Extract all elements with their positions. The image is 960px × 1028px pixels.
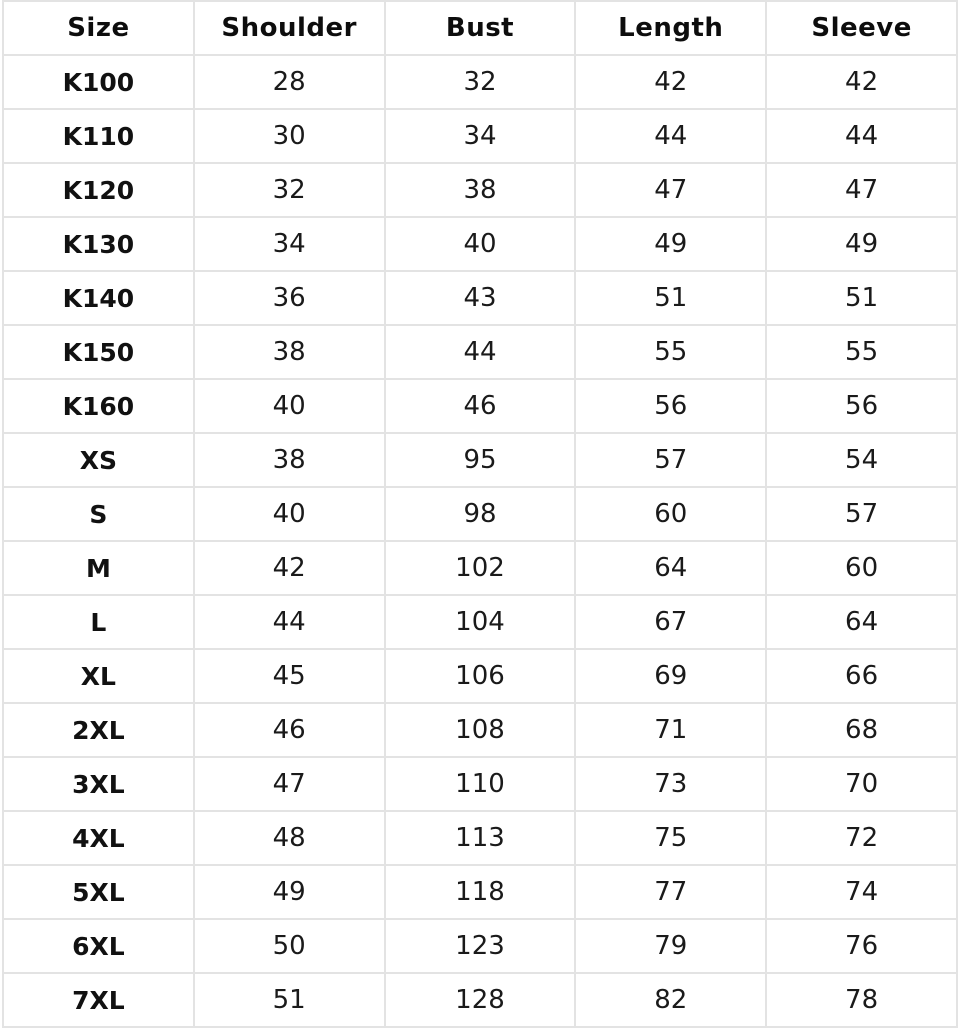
length-cell: 49 xyxy=(575,217,766,271)
header-row xyxy=(3,1,957,55)
size-cell: 4XL xyxy=(3,811,194,865)
table-row xyxy=(3,811,957,865)
length-cell: 56 xyxy=(575,379,766,433)
table-row xyxy=(3,865,957,919)
bust-cell: 95 xyxy=(385,433,576,487)
table-header xyxy=(3,1,957,55)
sleeve-cell: 68 xyxy=(766,703,957,757)
size-cell: K140 xyxy=(3,271,194,325)
column-header-length: Length xyxy=(575,1,766,55)
shoulder-cell: 34 xyxy=(194,217,385,271)
size-table xyxy=(2,0,958,1028)
table-row xyxy=(3,379,957,433)
sleeve-cell: 64 xyxy=(766,595,957,649)
table-row xyxy=(3,703,957,757)
bust-cell: 110 xyxy=(385,757,576,811)
bust-cell: 44 xyxy=(385,325,576,379)
sleeve-cell: 44 xyxy=(766,109,957,163)
shoulder-cell: 30 xyxy=(194,109,385,163)
bust-cell: 38 xyxy=(385,163,576,217)
sleeve-cell: 51 xyxy=(766,271,957,325)
bust-cell: 102 xyxy=(385,541,576,595)
bust-cell: 123 xyxy=(385,919,576,973)
shoulder-cell: 40 xyxy=(194,487,385,541)
length-cell: 47 xyxy=(575,163,766,217)
shoulder-cell: 44 xyxy=(194,595,385,649)
shoulder-cell: 46 xyxy=(194,703,385,757)
sleeve-cell: 60 xyxy=(766,541,957,595)
size-cell: K120 xyxy=(3,163,194,217)
table-row xyxy=(3,433,957,487)
column-header-shoulder: Shoulder xyxy=(194,1,385,55)
length-cell: 77 xyxy=(575,865,766,919)
length-cell: 82 xyxy=(575,973,766,1027)
shoulder-cell: 42 xyxy=(194,541,385,595)
sleeve-cell: 54 xyxy=(766,433,957,487)
bust-cell: 43 xyxy=(385,271,576,325)
table-row xyxy=(3,325,957,379)
length-cell: 71 xyxy=(575,703,766,757)
sleeve-cell: 55 xyxy=(766,325,957,379)
length-cell: 55 xyxy=(575,325,766,379)
size-cell: XS xyxy=(3,433,194,487)
bust-cell: 34 xyxy=(385,109,576,163)
sleeve-cell: 42 xyxy=(766,55,957,109)
length-cell: 73 xyxy=(575,757,766,811)
shoulder-cell: 32 xyxy=(194,163,385,217)
table-row xyxy=(3,757,957,811)
bust-cell: 98 xyxy=(385,487,576,541)
sleeve-cell: 76 xyxy=(766,919,957,973)
length-cell: 51 xyxy=(575,271,766,325)
length-cell: 44 xyxy=(575,109,766,163)
table-row xyxy=(3,109,957,163)
table-row xyxy=(3,595,957,649)
column-header-sleeve: Sleeve xyxy=(766,1,957,55)
bust-cell: 128 xyxy=(385,973,576,1027)
sleeve-cell: 49 xyxy=(766,217,957,271)
bust-cell: 46 xyxy=(385,379,576,433)
table-body xyxy=(3,55,957,1027)
length-cell: 64 xyxy=(575,541,766,595)
shoulder-cell: 47 xyxy=(194,757,385,811)
shoulder-cell: 45 xyxy=(194,649,385,703)
size-cell: K110 xyxy=(3,109,194,163)
length-cell: 67 xyxy=(575,595,766,649)
size-cell: K160 xyxy=(3,379,194,433)
length-cell: 57 xyxy=(575,433,766,487)
bust-cell: 108 xyxy=(385,703,576,757)
sleeve-cell: 56 xyxy=(766,379,957,433)
size-cell: 5XL xyxy=(3,865,194,919)
size-cell: M xyxy=(3,541,194,595)
shoulder-cell: 38 xyxy=(194,325,385,379)
bust-cell: 106 xyxy=(385,649,576,703)
size-cell: 7XL xyxy=(3,973,194,1027)
length-cell: 79 xyxy=(575,919,766,973)
shoulder-cell: 38 xyxy=(194,433,385,487)
bust-cell: 32 xyxy=(385,55,576,109)
sleeve-cell: 74 xyxy=(766,865,957,919)
table-row xyxy=(3,973,957,1027)
shoulder-cell: 28 xyxy=(194,55,385,109)
table-row xyxy=(3,487,957,541)
sleeve-cell: 72 xyxy=(766,811,957,865)
size-cell: 3XL xyxy=(3,757,194,811)
shoulder-cell: 49 xyxy=(194,865,385,919)
bust-cell: 40 xyxy=(385,217,576,271)
table-row xyxy=(3,217,957,271)
table-row xyxy=(3,163,957,217)
table-row xyxy=(3,919,957,973)
shoulder-cell: 36 xyxy=(194,271,385,325)
size-cell: K150 xyxy=(3,325,194,379)
length-cell: 75 xyxy=(575,811,766,865)
bust-cell: 118 xyxy=(385,865,576,919)
sleeve-cell: 78 xyxy=(766,973,957,1027)
size-cell: XL xyxy=(3,649,194,703)
sleeve-cell: 66 xyxy=(766,649,957,703)
size-cell: K100 xyxy=(3,55,194,109)
table-row xyxy=(3,541,957,595)
size-cell: 2XL xyxy=(3,703,194,757)
shoulder-cell: 51 xyxy=(194,973,385,1027)
sleeve-cell: 47 xyxy=(766,163,957,217)
size-cell: 6XL xyxy=(3,919,194,973)
column-header-size: Size xyxy=(3,1,194,55)
table-row xyxy=(3,649,957,703)
table-row xyxy=(3,55,957,109)
length-cell: 69 xyxy=(575,649,766,703)
bust-cell: 113 xyxy=(385,811,576,865)
length-cell: 42 xyxy=(575,55,766,109)
column-header-bust: Bust xyxy=(385,1,576,55)
sleeve-cell: 57 xyxy=(766,487,957,541)
shoulder-cell: 40 xyxy=(194,379,385,433)
shoulder-cell: 48 xyxy=(194,811,385,865)
sleeve-cell: 70 xyxy=(766,757,957,811)
length-cell: 60 xyxy=(575,487,766,541)
table-row xyxy=(3,271,957,325)
shoulder-cell: 50 xyxy=(194,919,385,973)
size-cell: L xyxy=(3,595,194,649)
size-cell: K130 xyxy=(3,217,194,271)
size-cell: S xyxy=(3,487,194,541)
bust-cell: 104 xyxy=(385,595,576,649)
